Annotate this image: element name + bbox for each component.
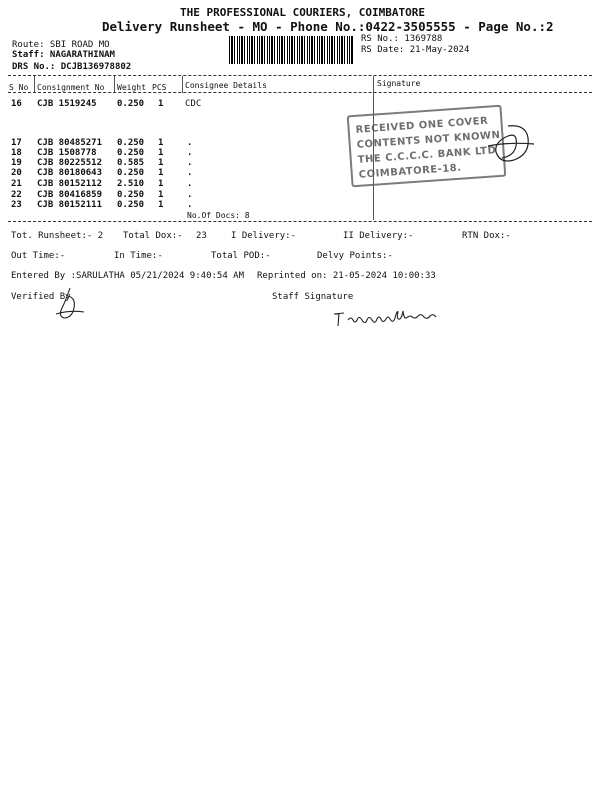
total-dox-label: Total Dox:- bbox=[123, 231, 183, 241]
col-pcs: PCS bbox=[152, 83, 167, 92]
total-dox-value: 23 bbox=[196, 231, 207, 241]
table-row bbox=[0, 99, 600, 110]
row-details: . bbox=[187, 148, 193, 158]
row-consignment: CJB 80180643 bbox=[37, 168, 103, 178]
consignee-signature bbox=[478, 122, 538, 168]
rs-date: RS Date: 21-May-2024 bbox=[361, 45, 470, 55]
row-consignment: CJB 80225512 bbox=[37, 158, 103, 168]
staff-signature bbox=[332, 306, 477, 332]
verifier-signature bbox=[52, 286, 86, 322]
runsheet-subtitle: Delivery Runsheet - MO - Phone No.:0422-3505555 - Page No.:2 bbox=[102, 19, 554, 34]
row-sno: 16 bbox=[11, 99, 22, 109]
out-time: Out Time:- bbox=[11, 251, 66, 261]
entered-by: Entered By :SARULATHA 05/21/2024 9:40:54 AM bbox=[11, 271, 244, 281]
row-pcs: 1 bbox=[158, 148, 164, 158]
row-sno: 23 bbox=[11, 200, 22, 210]
total-pod: Total POD:- bbox=[211, 251, 271, 261]
row-weight: 0.250 bbox=[117, 200, 145, 210]
table-row bbox=[0, 179, 600, 190]
rtn-dox: RTN Dox:- bbox=[462, 231, 511, 241]
col-divider bbox=[34, 76, 35, 93]
staff-signature-label: Staff Signature bbox=[272, 292, 354, 302]
row-weight: 0.250 bbox=[117, 168, 145, 178]
row-weight: 2.510 bbox=[117, 179, 145, 189]
row-consignment: CJB 80152111 bbox=[37, 200, 103, 210]
tot-runsheet: Tot. Runsheet:- 2 bbox=[11, 231, 104, 241]
row-pcs: 1 bbox=[158, 190, 164, 200]
row-weight: 0.250 bbox=[117, 138, 145, 148]
col-sno: S No bbox=[9, 83, 29, 92]
col-consignment: Consignment No bbox=[37, 83, 105, 92]
divider bbox=[8, 75, 592, 76]
row-consignment: CJB 1508778 bbox=[37, 148, 97, 158]
row-consignment: CJB 1519245 bbox=[37, 99, 97, 109]
row-sno: 21 bbox=[11, 179, 22, 189]
row-details: . bbox=[187, 168, 193, 178]
row-weight: 0.250 bbox=[117, 99, 145, 109]
stamp-line: CONTENTS NOT KNOWN bbox=[356, 129, 501, 151]
row-details: . bbox=[187, 190, 193, 200]
drs-number: DRS No.: DCJB136978802 bbox=[12, 62, 132, 72]
col-divider bbox=[182, 76, 183, 93]
col-divider bbox=[114, 76, 115, 93]
row-pcs: 1 bbox=[158, 99, 164, 109]
col-weight: Weight bbox=[117, 83, 146, 92]
ii-delivery: II Delivery:- bbox=[343, 231, 414, 241]
no-of-docs: No.Of Docs: 8 bbox=[187, 211, 250, 220]
col-consignee: Consignee Details bbox=[185, 81, 267, 90]
col-signature: Signature bbox=[377, 79, 421, 88]
row-sno: 22 bbox=[11, 190, 22, 200]
i-delivery: I Delivery:- bbox=[231, 231, 297, 241]
stamp-line: THE C.C.C.C. BANK LTD bbox=[357, 145, 497, 166]
row-details: CDC bbox=[185, 99, 202, 109]
row-consignment: CJB 80416859 bbox=[37, 190, 103, 200]
row-pcs: 1 bbox=[158, 179, 164, 189]
table-row bbox=[0, 200, 600, 211]
divider bbox=[8, 92, 592, 93]
staff: Staff: NAGARATHINAM bbox=[12, 50, 115, 60]
route: Route: SBI ROAD MO bbox=[12, 40, 110, 50]
row-consignment: CJB 80152112 bbox=[37, 179, 103, 189]
company-name: THE PROFESSIONAL COURIERS, COIMBATORE bbox=[180, 6, 426, 19]
row-consignment: CJB 80485271 bbox=[37, 138, 103, 148]
row-sno: 17 bbox=[11, 138, 22, 148]
delvy-points: Delvy Points:- bbox=[317, 251, 393, 261]
row-weight: 0.585 bbox=[117, 158, 145, 168]
row-details: . bbox=[187, 200, 193, 210]
row-details: . bbox=[187, 138, 193, 148]
in-time: In Time:- bbox=[114, 251, 163, 261]
stamp-line: COIMBATORE-18. bbox=[358, 162, 462, 181]
row-weight: 0.250 bbox=[117, 190, 145, 200]
reprinted-on: Reprinted on: 21-05-2024 10:00:33 bbox=[257, 271, 436, 281]
row-details: . bbox=[187, 179, 193, 189]
divider bbox=[8, 221, 592, 222]
row-sno: 20 bbox=[11, 168, 22, 178]
row-pcs: 1 bbox=[158, 138, 164, 148]
table-row bbox=[0, 168, 600, 179]
barcode bbox=[229, 36, 353, 64]
verified-by: Verified By bbox=[11, 292, 71, 302]
row-pcs: 1 bbox=[158, 168, 164, 178]
row-sno: 18 bbox=[11, 148, 22, 158]
row-details: . bbox=[187, 158, 193, 168]
row-pcs: 1 bbox=[158, 200, 164, 210]
stamp-line: RECEIVED ONE COVER bbox=[355, 115, 489, 136]
row-pcs: 1 bbox=[158, 158, 164, 168]
row-weight: 0.250 bbox=[117, 148, 145, 158]
row-sno: 19 bbox=[11, 158, 22, 168]
rs-number: RS No.: 1369788 bbox=[361, 34, 443, 44]
